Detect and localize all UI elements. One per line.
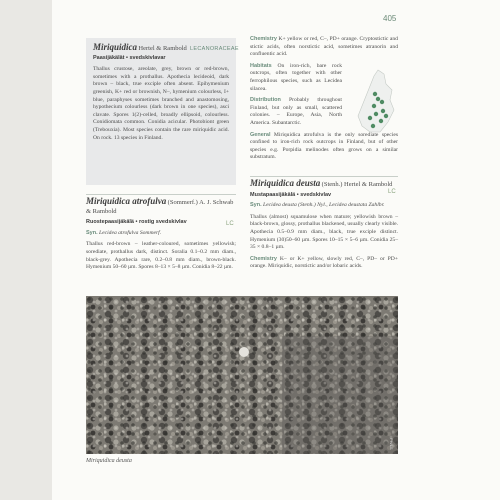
map-dot — [381, 109, 385, 113]
divider — [250, 176, 398, 177]
divider — [86, 194, 236, 195]
map-dot — [368, 116, 372, 120]
photo-caption: Miriquidica deusta — [86, 458, 132, 464]
deusta-chemistry-label: Chemistry — [250, 255, 277, 262]
syn-label: Syn. — [250, 202, 262, 209]
map-dot — [371, 124, 375, 128]
atrofulva-vernacular: Ruostepaasijäkälä • rostig svedskivlav — [86, 219, 187, 226]
genus-vernacular: Paasijäkälät • svedskivlavar — [93, 54, 166, 61]
atrofulva-status-badge: LC — [226, 221, 234, 227]
chemistry-text: K+ yellow or red, C–, PD+ orange. Cryptostictic and stictic acids, often norstictic acid, sometimes atranorin and confluentic acid. — [250, 36, 398, 58]
map-dot — [379, 119, 383, 123]
map-dot — [384, 114, 388, 118]
genus-box-content — [93, 44, 229, 142]
map-dot — [380, 100, 384, 104]
general-text: Miriquidica atrofulva is the only sorediate species confined to iron-rich rock outcrops in Finland, but of other species e.g. Porpidia melinodes often grows on a similar substratum. — [250, 131, 398, 161]
lichen-texture — [86, 296, 398, 454]
deusta-title: Miriquidica deusta — [250, 178, 321, 188]
page-number: 405 — [383, 14, 397, 23]
deusta-vernacular: Mustapaasijäkälä • svedskivlav — [250, 191, 332, 198]
atrofulva-synonym: Lecidea atrofulva Sommerf. — [99, 229, 162, 236]
deusta-author: (Stenh.) Hertel & Rambold — [321, 181, 393, 188]
map-dot — [376, 97, 380, 101]
family-label: LECANORACEAE — [190, 46, 239, 52]
specimen-photo — [86, 296, 398, 454]
distribution-text: Probably throughout Finland, but only as small, scattered colonies. – Europe, Asia, North America. Subantarctic. — [250, 97, 342, 126]
general-label: General — [250, 131, 271, 138]
chemistry-label: Chemistry — [250, 36, 277, 42]
atrofulva-entry — [86, 198, 236, 272]
deusta-chemistry-text: K– or K+ yellow, slowly red, C–, PD– or PD+ orange. Miriquidic, norstictic and/or lobaric acids. — [250, 255, 398, 270]
map-dot — [372, 104, 376, 108]
syn-label: Syn. — [86, 229, 98, 236]
deusta-entry — [250, 180, 398, 271]
atrofulva-title: Miriquidica atrofulva — [86, 196, 167, 206]
photo-credit: PH/LS — [389, 438, 394, 450]
atrofulva-author: (Sommerf.) A. J. Schwab & Rambold — [86, 199, 234, 215]
genus-title: Miriquidica — [93, 42, 138, 52]
habitats-text: On iron-rich, bare rock outcrops, often together with other ferrophilous species, such as Lecidea silacea. — [250, 62, 342, 92]
deusta-synonym: Lecidea deusta (Stenh.) Nyl., Lecidea deustata Zahlbr. — [263, 202, 385, 209]
genus-author: Hertel & Rambold — [138, 45, 187, 52]
deusta-status-badge: LC — [388, 189, 396, 195]
distribution-map — [348, 66, 398, 136]
genus-description: Thallus crustose, areolate, grey, brown or red-brown, sometimes with a prothallus. Apothecia lecideoid, dark brown – black, true exciple often absent. Epihymenium greenish, K+ red or brownish, N–, hymenium colourless, I+ blue, paraphyses sometimes branched and anastomosing, hypothecium colourless (dark brown in one species), asci clavate. Spores 1(2)-celled, broadly ellipsoid, colourless. Conidiomata common. Conidia acicular. Photobiont green (Trebouxia). Most species contain the rare miriquidic acid. On rock. 13 species in Finland. — [93, 66, 229, 141]
map-dot — [373, 92, 377, 96]
deusta-description: Thallus (almost) squamulose when mature; yellowish brown – black-brown, glossy, prothallus blackened, usually clearly visible. Apothecia 0.5–0.9 mm diam., black, true exciple distinct. Hymenium (30)50–60 µm. Spores 10–15 × 5–6 µm. Conidia 25–35 × 0.8–1 µm. — [250, 213, 398, 251]
atrofulva-description: Thallus red-brown – leather-coloured, sometimes yellowish; sorediate, prothallus dark, distinct. Soralia 0.1–0.2 mm diam., black-grey. Apothecia rare, 0.2–0.8 mm diam., brown-black. Hymenium 50–60 µm. Spores 8–13 × 5–8 µm. Conidia 8–22 µm. — [86, 241, 236, 271]
map-dot — [374, 112, 378, 116]
distribution-label: Distribution — [250, 97, 281, 104]
habitats-label: Habitats — [250, 62, 272, 69]
